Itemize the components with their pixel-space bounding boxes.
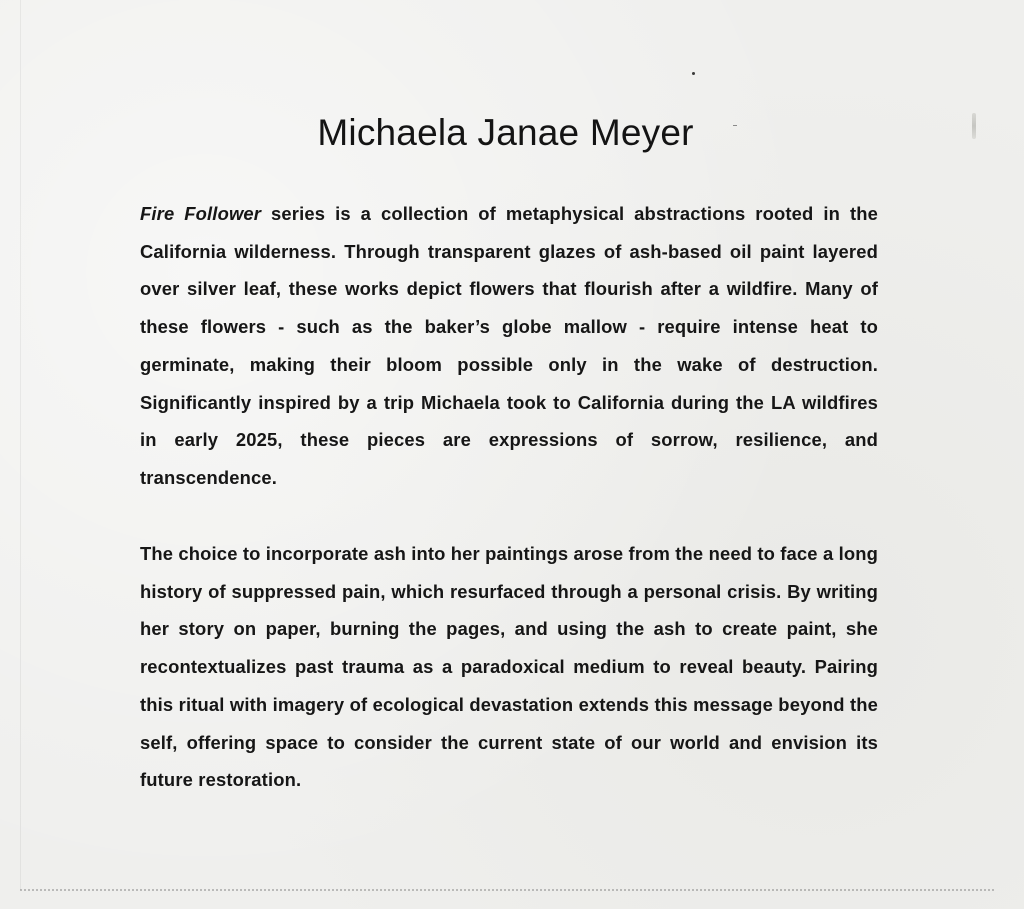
series-title: Fire Follower (140, 203, 262, 224)
statement-paragraph-2: The choice to incorporate ash into her paintings arose from the need to face a long history of suppressed pain, which resurfaced through a personal crisis. By writing her story on paper, burning the pages, and using the ash to create paint, she recontextualizes past trauma as a paradoxical medium to reveal beauty. Pairing this ritual with imagery of ecological devastation extends this message beyond the self, offering space to consider the current state of our world and envision its future restoration. (140, 543, 878, 791)
statement-paragraph-1-text: series is a collection of metaphysical abstractions rooted in the California wilderness. Through transparent glazes of ash-based oil paint layered over silver leaf, these works depict flowers that flourish after a wildfire. Many of these flowers - such as the baker’s globe mallow - require intense heat to germinate, making their bloom possible only in the wake of destruction. Significantly inspired by a trip Michaela took to California during the LA wildfires in early 2025, these pieces are expressions of sorrow, resilience, and transcendence. (140, 203, 878, 488)
statement-paragraph-1 (140, 195, 878, 497)
artist-name-heading: Michaela Janae Meyer (317, 112, 694, 153)
placard-bottom-edge (20, 889, 994, 891)
wall-speck (692, 72, 695, 75)
